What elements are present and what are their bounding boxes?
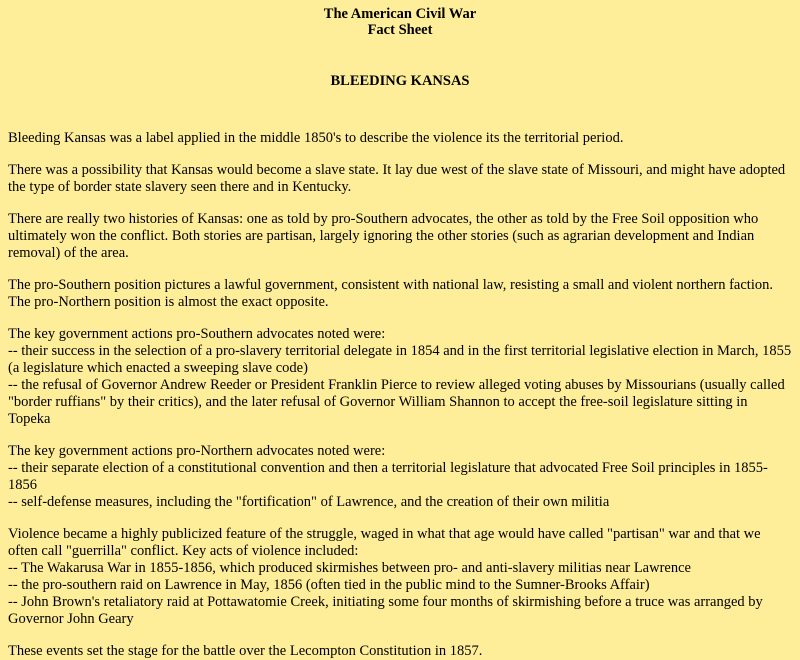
- violence-item: -- The Wakarusa War in 1855-1856, which produced skirmishes between pro- and anti-slavery militias near Lawrence: [8, 560, 691, 576]
- violence-item: -- the pro-southern raid on Lawrence in May, 1856 (often tied in the public mind to the Sumner-Brooks Affair): [8, 577, 650, 593]
- violence-item: -- John Brown's retaliatory raid at Pottawatomie Creek, initiating some four months of skirmishing before a truce was arranged by Governor John Geary: [8, 594, 763, 627]
- page-header: [8, 6, 792, 38]
- pro-northern-item: -- self-defense measures, including the "fortification" of Lawrence, and the creation of their own militia: [8, 494, 610, 510]
- article-body: [8, 130, 792, 660]
- paragraph-pro-northern-actions: [8, 443, 792, 511]
- violence-intro: Violence became a highly publicized feature of the struggle, waged in what that age would have called "partisan" war and that we often call "guerrilla" conflict. Key acts of violence included:: [8, 526, 761, 559]
- pro-southern-item: -- the refusal of Governor Andrew Reeder or President Franklin Pierce to review alleged voting abuses by Missourians (usually called "border ruffians" by their critics), and the later refusal of Governor William Shannon to accept the free-soil legislature sitting in Topeka: [8, 377, 785, 427]
- paragraph-violence: [8, 526, 792, 628]
- pro-southern-intro: The key government actions pro-Southern advocates noted were:: [8, 326, 386, 342]
- paragraph-pro-southern-actions: [8, 326, 792, 428]
- paragraph-two-histories: There are really two histories of Kansas: one as told by pro-Southern advocates, the other as told by the Free Soil opposition who ultimately won the conflict. Both stories are partisan, largely ignoring the other stories (such as agrarian development and Indian removal) of the area.: [8, 211, 759, 261]
- header-subtitle: Fact Sheet: [367, 22, 433, 38]
- pro-northern-item: -- their separate election of a constitutional convention and then a territorial legislature that advocated Free Soil principles in 1855-1856: [8, 460, 768, 493]
- pro-northern-intro: The key government actions pro-Northern advocates noted were:: [8, 443, 386, 459]
- paragraph-conclusion: These events set the stage for the battle over the Lecompton Constitution in 1857.: [8, 643, 483, 659]
- section-title: BLEEDING KANSAS: [330, 73, 470, 89]
- paragraph-slave-state: There was a possibility that Kansas would become a slave state. It lay due west of the slave state of Missouri, and might have adopted the type of border state slavery seen there and in Kentucky.: [8, 162, 786, 195]
- paragraph-positions: The pro-Southern position pictures a lawful government, consistent with national law, resisting a small and violent northern faction. The pro-Northern position is almost the exact opposite.: [8, 277, 773, 310]
- paragraph-intro: Bleeding Kansas was a label applied in the middle 1850's to describe the violence its the territorial period.: [8, 130, 624, 146]
- header-title: The American Civil War: [323, 6, 477, 22]
- pro-southern-item: -- their success in the selection of a pro-slavery territorial delegate in 1854 and in the first territorial legislative election in March, 1855 (a legislature which enacted a sweeping slave code): [8, 343, 792, 376]
